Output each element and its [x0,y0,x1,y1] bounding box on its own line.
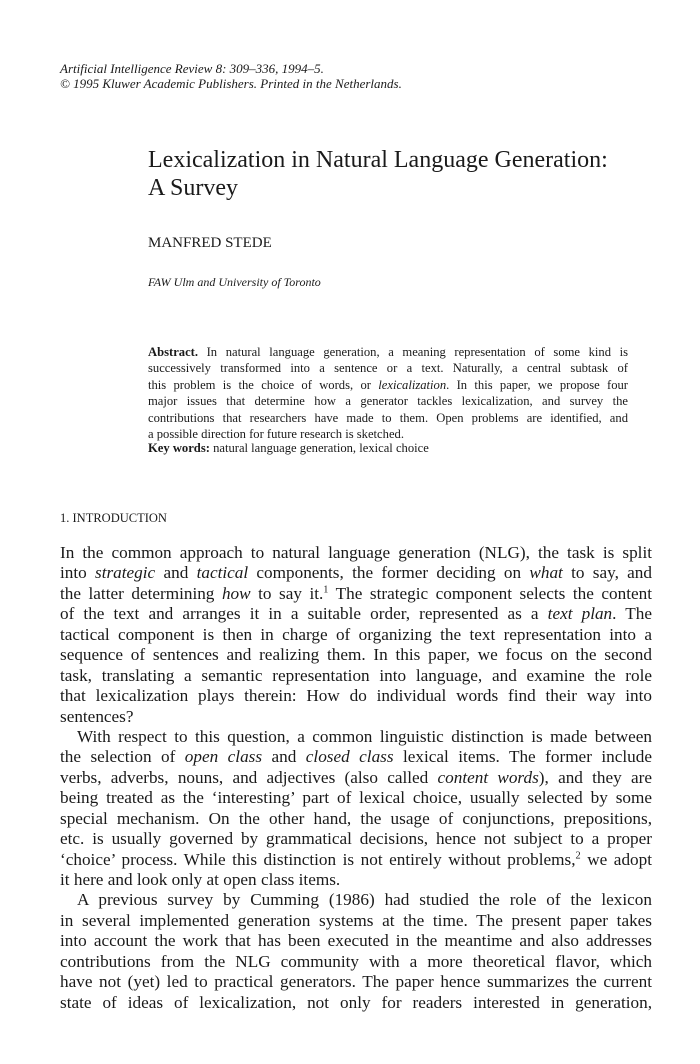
body-line [60,727,652,747]
text-run: contributions that researchers have made to them. Open problems are identified, and [148,410,628,425]
abstract-line [148,377,628,393]
text-run: successively transformed into a sentence or a text. Naturally, a central subtask of [148,361,628,376]
journal-citation: Artificial Intelligence Review 8: 309–336, 1994–5. [60,61,324,76]
body-line [60,993,652,1013]
text-run: task, translating a semantic representation into language, and examine the role [60,665,652,685]
text-run: in several implemented generation systems at the time. The present paper takes [60,910,652,930]
body-line [60,604,652,624]
copyright-line: © 1995 Kluwer Academic Publishers. Printed in the Netherlands. [60,76,402,91]
text-run: being treated as the ‘interesting’ part of lexical choice, usually selected by some [60,788,652,808]
text-run: the latter determining [60,583,222,603]
body-line [60,747,652,767]
paper-title-line-2: A Survey [148,175,238,201]
text-run: of the text and arranges it in a suitable order, represented as a [60,604,548,624]
text-run: major issues that determine how a generator tackles lexicalization, and survey the [148,394,628,409]
text-run: A previous survey by Cumming (1986) had studied the role of the lexicon [77,890,652,910]
body-line [60,829,652,849]
text-run: into account the work that has been executed in the meantime and also addresses [60,931,652,951]
text-run: tactical [196,563,249,583]
text-run: and [262,747,306,767]
body-line [60,768,652,788]
body-line [60,645,652,665]
text-run: closed class [305,747,394,767]
text-run: into [60,563,96,583]
text-run: a possible direction for future research is sketched. [148,426,404,441]
text-run: sequence of sentences and realizing them. In this paper, we focus on the second [60,645,652,665]
text-run: With respect to this question, a common linguistic distinction is made between [77,726,652,746]
text-run: that lexicalization plays therein: How do individual words find their way into [60,686,652,706]
text-run: and [155,563,197,583]
text-run: lexicalization [378,377,447,392]
body-line [60,666,652,686]
text-run: sentences? [60,706,134,726]
body-line [60,911,652,931]
text-run: In the common approach to natural language generation (NLG), the task is split [60,543,652,562]
body-line [60,563,652,583]
body-line [60,890,652,910]
body-line [60,972,652,992]
text-run: etc. is usually governed by grammatical decisions, hence not subject to a proper [60,829,652,849]
text-run: the selection of [60,747,185,767]
footnote-marker: 2 [575,849,581,861]
text-run: open class [184,747,263,767]
text-run: . In this paper, we propose four [446,377,629,392]
text-run: how [221,583,251,603]
body-line [60,584,652,604]
body-line [60,625,652,645]
text-run: what [529,563,563,583]
abstract-line [148,410,628,426]
text-run: to say it. [250,583,324,603]
text-run: have not (yet) led to practical generators. The paper hence summarizes the current [60,972,652,992]
text-run: text plan [547,604,613,624]
body-text [60,543,652,1013]
text-run: this problem is the choice of words, or [148,377,379,392]
abstract-line [148,426,628,442]
paper-title-line-1: Lexicalization in Natural Language Generation: [148,147,608,173]
text-run: strategic [95,563,156,583]
text-run: verbs, adverbs, nouns, and adjectives (also called [60,767,438,787]
keywords-text: natural language generation, lexical choice [209,441,429,455]
text-run: content words [437,767,539,787]
text-run: tactical component is then in charge of organizing the text representation into a [60,624,652,644]
text-run: special mechanism. On the other hand, the usage of conjunctions, prepositions, [60,808,652,828]
author-name: MANFRED STEDE [148,235,272,251]
footnote-marker: 1 [323,584,329,596]
keywords-label: Key words: [148,441,210,455]
abstract-line [148,393,628,409]
body-line [60,952,652,972]
text-run: . The [612,604,652,624]
text-run: lexical items. The former include [393,747,652,767]
text-run: ), and they are [538,767,653,787]
body-line [60,788,652,808]
abstract-line [148,344,628,360]
text-run: we adopt [580,849,652,869]
abstract-line [148,360,628,376]
text-run: components, the former deciding on [248,563,530,583]
body-line [60,686,652,706]
body-line [60,870,652,890]
text-run: to say, and [562,563,652,583]
body-line [60,809,652,829]
body-line [60,543,652,563]
abstract [148,344,628,442]
text-run: contributions from the NLG community with a more theoretical flavor, which [60,951,652,971]
text-run: it here and look only at open class items. [60,870,341,889]
keywords [148,441,429,456]
body-line [60,707,652,727]
text-run: Abstract. [148,345,199,359]
author-affiliation: FAW Ulm and University of Toronto [148,275,321,289]
section-heading: 1. INTRODUCTION [60,511,167,525]
text-run: In natural language generation, a meaning representation of some kind is [198,345,628,359]
body-line [60,850,652,870]
text-run: The strategic component selects the content [328,583,652,603]
body-line [60,931,652,951]
text-run: ‘choice’ process. While this distinction is not entirely without problems, [60,849,576,869]
text-run: state of ideas of lexicalization, not only for readers interested in generation, [60,992,652,1012]
